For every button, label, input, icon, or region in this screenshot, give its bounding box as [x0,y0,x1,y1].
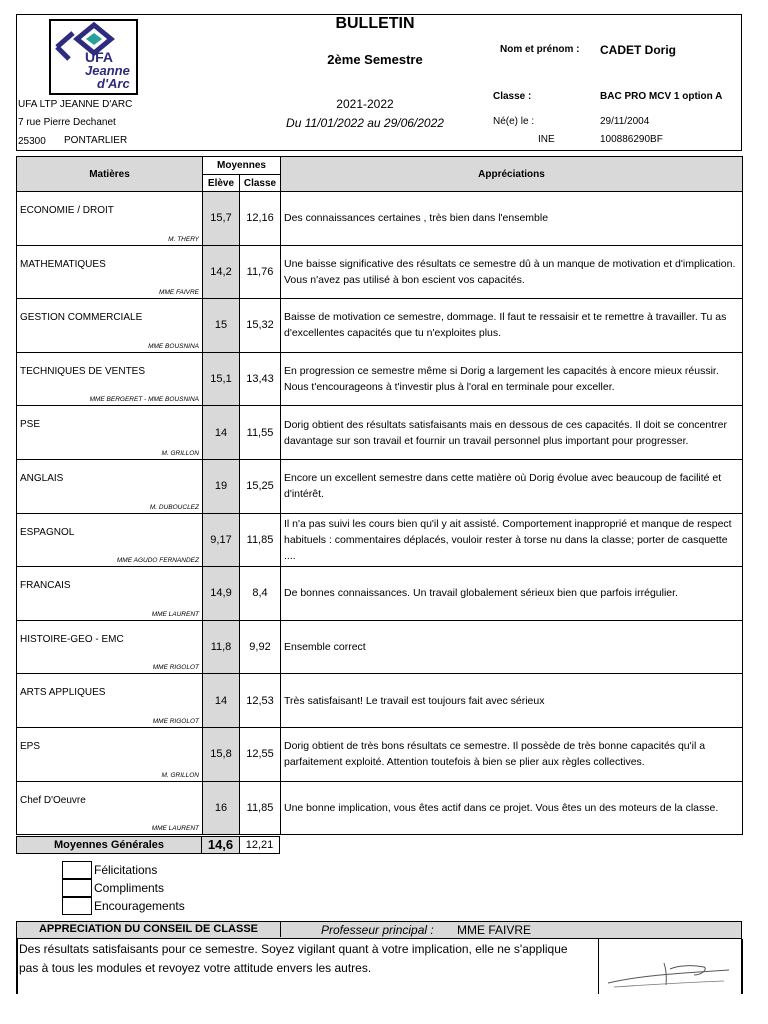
table-row [17,567,743,621]
appreciation-text: Très satisfaisant! Le travail est toujours fait avec sérieux [281,674,743,728]
general-average-class: 12,21 [245,839,274,851]
class-average: 12,53 [240,674,281,728]
subject-cell [17,674,203,728]
table-row [17,620,743,674]
subject-name: ANGLAIS [20,472,64,484]
subject-name: TECHNIQUES DE VENTES [20,365,146,377]
subject-name: ESPAGNOL [20,526,75,538]
subject-name: ECONOMIE / DROIT [20,205,114,216]
header-moyennes: Moyennes [203,157,281,175]
student-average: 11,8 [203,620,240,674]
subject-cell [17,192,203,246]
teacher-name: MME RIGOLOT [152,664,199,672]
school-logo [49,19,138,95]
compliments-label: Compliments [94,881,165,895]
conseil-title: APPRECIATION DU CONSEIL DE CLASSE [17,922,281,937]
student-name: CADET Dorig [600,43,676,57]
student-average: 16 [203,781,240,835]
appreciation-text: Encore un excellent semestre dans cette matière où Dorig évolue avec beaucoup de facilité et d'intérêt. [281,459,743,513]
general-averages-label: Moyennes Générales [17,837,202,853]
student-average: 14 [203,674,240,728]
subject-cell [17,620,203,674]
teacher-name: M. DUBOUCLEZ [149,503,199,511]
logo-ufa-text: UFA [85,49,113,65]
period-dates: Du 11/01/2022 au 29/06/2022 [286,116,444,130]
student-average: 15 [203,299,240,353]
student-average: 15,7 [203,192,240,246]
felicitations-checkbox[interactable] [62,861,92,879]
appreciation-text: Une baisse significative des résultats ce semestre dû à un manque de motivation et d'implication. Vous n'avez pas utilisé à bon escient vos capacités. [281,245,743,299]
class-average: 15,25 [240,459,281,513]
signature-image [604,955,734,993]
subject-cell [17,513,203,567]
header-classe: Classe [240,175,281,192]
subject-cell [17,459,203,513]
subject-cell [17,245,203,299]
class-average: 11,55 [240,406,281,460]
signature-divider [598,939,599,994]
teacher-name: MME BOUSNINA [148,342,199,350]
student-average: 14,9 [203,567,240,621]
subject-name: Chef D'Oeuvre [20,794,86,806]
class-average: 13,43 [240,352,281,406]
table-row [17,513,743,567]
logo-jeanne-text: Jeanne [85,63,130,78]
header-subjects: Matières [17,157,203,192]
subject-cell [17,781,203,835]
student-ine: 100886290BF [600,134,663,145]
compliments-checkbox[interactable] [62,879,92,897]
student-average: 15,8 [203,727,240,781]
header-appreciations: Appréciations [281,157,743,192]
table-row [17,245,743,299]
teacher-name: M. THERY [168,235,199,243]
class-average: 9,92 [240,620,281,674]
class-average: 12,55 [240,727,281,781]
appreciation-text: Baisse de motivation ce semestre, dommage. Il faut te ressaisir et te remettre à travailler. Tu as d'excellentes capacités que tu n'exploites plus. [281,299,743,353]
logo-darc-text: d'Arc [97,76,130,91]
teacher-name: MME FAIVRE [159,289,199,297]
teacher-name: MME LAURENT [151,610,199,618]
school-street: 7 rue Pierre Dechanet [18,117,116,128]
teacher-name: MME AGUDO FERNANDEZ [116,557,199,565]
general-averages [16,836,280,854]
subject-name: ARTS APPLIQUES [20,687,106,699]
semester-label: 2ème Semestre [327,52,423,67]
teacher-name: MME BERGERET - MME BOUSNINA [89,396,199,404]
appreciation-text: Dorig obtient des résultats satisfaisants mais en dessous de ces capacités. Il doit se concentrer davantage sur son travail et fournir un travail personnel plus important pour progresser. [281,406,743,460]
student-average: 14 [203,406,240,460]
subject-name: GESTION COMMERCIALE [20,312,143,324]
encouragements-label: Encouragements [94,899,185,913]
student-class: BAC PRO MCV 1 option A [600,91,723,102]
class-average: 8,4 [240,567,281,621]
table-row [17,459,743,513]
principal-teacher-name: MME FAIVRE [457,923,532,937]
subject-cell [17,352,203,406]
grades-body [17,192,743,835]
general-average-student: 14,6 [202,837,240,853]
header-eleve: Elève [203,175,240,192]
conseil-frame-left [16,939,18,994]
teacher-name: M. GRILLON [161,771,199,779]
class-average: 11,85 [240,513,281,567]
name-label: Nom et prénom : [500,44,580,55]
table-row [17,727,743,781]
class-label: Classe : [493,91,532,102]
table-row [17,352,743,406]
felicitations-label: Félicitations [94,863,158,877]
subject-name: FRANCAIS [20,580,71,592]
subject-cell [17,727,203,781]
student-average: 19 [203,459,240,513]
subject-name: MATHEMATIQUES [20,258,106,270]
subject-name: HISTOIRE-GEO - EMC [20,633,124,645]
school-city: PONTARLIER [64,135,128,146]
principal-teacher-label: Professeur principal : [321,923,434,937]
appreciation-text: En progression ce semestre même si Dorig a largement les capacités à encore mieux réussir. Nous t'encourageons à t'investir plus à l'oral en terminale pour exceller. [281,352,743,406]
page-title: BULLETIN [335,15,415,32]
student-average: 15,1 [203,352,240,406]
appreciation-text: Ensemble correct [281,620,743,674]
born-label: Né(e) le : [493,116,535,127]
table-row [17,781,743,835]
class-average: 15,32 [240,299,281,353]
table-row [17,406,743,460]
grades-table [16,156,743,835]
table-row [17,192,743,246]
school-name: UFA LTP JEANNE D'ARC [18,99,133,110]
teacher-name: M. GRILLON [161,449,199,457]
appreciation-text: Une bonne implication, vous êtes actif dans ce projet. Vous êtes un des moteurs de la classe. [281,781,743,835]
appreciation-text: De bonnes connaissances. Un travail globalement sérieux bien que parfois irrégulier. [281,567,743,621]
class-average: 12,16 [240,192,281,246]
student-birthdate: 29/11/2004 [600,116,650,127]
table-row [17,674,743,728]
subject-cell [17,567,203,621]
conseil-header [16,921,742,939]
table-row [17,299,743,353]
appreciation-text: Dorig obtient de très bons résultats ce semestre. Il possède de très bonne capacités qu'il a parfaitement exploité. Attention toutefois à bien se plier aux règles collectives. [281,727,743,781]
teacher-name: MME LAURENT [151,825,199,833]
ine-label: INE [538,134,555,145]
subject-cell [17,406,203,460]
subject-cell [17,299,203,353]
conseil-appreciation: Des résultats satisfaisants pour ce semestre. Soyez vigilant quant à votre implication, elle ne s'applique pas à tous les modules et revoyez votre attitude envers les autres. [19,942,568,975]
teacher-name: MME RIGOLOT [152,717,199,725]
appreciation-text: Des connaissances certaines , très bien dans l'ensemble [281,192,743,246]
subject-name: PSE [20,419,41,431]
appreciation-text: Il n'a pas suivi les cours bien qu'il y ait assisté. Comportement inapproprié et manque de respect habituels : commentaires déplacés, vouloir rester à torse nu dans la classe; porter de casquette .... [281,513,743,567]
student-average: 14,2 [203,245,240,299]
school-postcode: 25300 [18,136,46,147]
subject-name: EPS [20,740,41,752]
conseil-frame-right [741,939,743,994]
encouragements-checkbox[interactable] [62,897,92,915]
student-average: 9,17 [203,513,240,567]
class-average: 11,85 [240,781,281,835]
school-year: 2021-2022 [336,97,394,111]
class-average: 11,76 [240,245,281,299]
